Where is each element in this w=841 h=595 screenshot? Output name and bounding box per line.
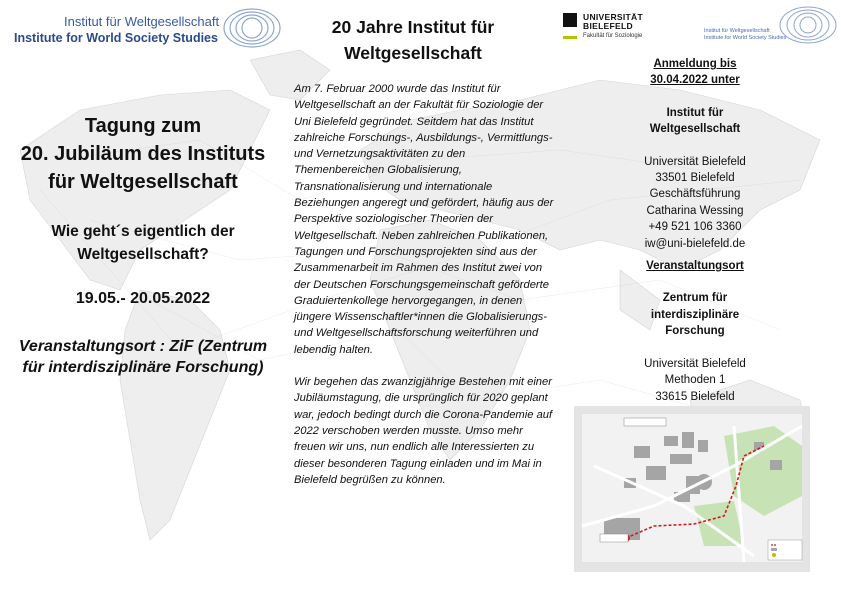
institute-logo-small: [700, 4, 840, 44]
campus-map: [574, 406, 810, 572]
registration-heading: Anmeldung bis 30.04.2022 unter: [650, 58, 740, 87]
venue-heading: Veranstaltungsort: [646, 260, 744, 273]
university-square-icon: [563, 13, 577, 27]
venue-address-line: 33615 Bielefeld: [655, 390, 735, 403]
small-institute-de: Institut für Weltgesellschaft: [704, 28, 770, 34]
venue-address-line: Universität Bielefeld: [644, 357, 746, 370]
small-institute-en: Institute for World Society Studies: [704, 34, 787, 41]
faculty-name: Fakultät für Soziologie: [583, 33, 643, 39]
university-logo: [563, 13, 673, 47]
venue-address-block: [620, 356, 770, 405]
contact-info: [620, 56, 770, 405]
university-name: UNIVERSITÄT BIELEFELD: [583, 12, 643, 31]
address-block: [620, 154, 770, 252]
event-question: Wie geht´s eigentlich der Weltgesellschaft?: [51, 223, 235, 263]
email-link[interactable]: iw@uni-bielefeld.de: [644, 237, 746, 250]
event-dates: 19.05.- 20.05.2022: [75, 290, 211, 307]
address-line: 33501 Bielefeld: [655, 172, 735, 185]
institute-heading: Institut für Weltgesellschaft: [649, 106, 741, 136]
event-summary: [8, 112, 278, 378]
venue-name: Zentrum für interdisziplinäre Forschung: [650, 292, 740, 338]
event-venue: Veranstaltungsort : ZiF (Zentrum für interdisziplinäre Forschung): [18, 338, 268, 376]
institute-logo: [14, 6, 284, 50]
body-paragraph-1: Am 7. Februar 2000 wurde das Institut für Weltgesellschaft an der Fakultät für Soziologie der Uni Bielefeld gegründet. Seitdem hat das Institut zahlreiche Forschungs-, Ausbildungs-, Vermittlungs- und Vernetzungsaktivitäten zu den Themenbereichen Globalisierung, Transnationalisierung und internationale Beziehungen angeregt und gefördert, häufig aus der Perspektive soziologischer Theorien der Weltgesellschaft. Neben zahlreichen Publikationen, Tagungen und Forschungsprojekten sind aus der Zusammenarbeit im Rahmen des Institut zwei von der Deutschen Forschungsgemeinschaft geförderte Graduiertenkollege hervorgegangen, in denen jüngere Wissenschaftler*innen die Globalisierungs- und Weltgesellschaftsforschung weiterführen und lebendig halten.: [294, 83, 554, 356]
address-line: Geschäftsführung: [649, 188, 741, 201]
address-line: Universität Bielefeld: [644, 155, 746, 168]
venue-address-line: Methoden 1: [664, 374, 726, 387]
phone-number: +49 521 106 3360: [648, 221, 742, 234]
institute-name-en: Institute for World Society Studies: [14, 31, 218, 45]
body-paragraph-2: Wir begehen das zwanzigjährige Bestehen mit einer Jubiläumstagung, die ursprünglich für 2020 geplant war, jedoch bedingt durch die Corona-Pandemie auf 2022 verschoben werden musste. Umso mehr freuen wir uns, nun endlich alle Interessierten zu dieser besonderen Tagung einladen und im Mai in Bielefeld begrüßen zu können.: [294, 376, 553, 486]
small-institute-text: [704, 28, 786, 41]
body-text: [294, 81, 556, 488]
page-title: 20 Jahre Institut für Weltgesellschaft: [331, 17, 495, 63]
institute-name-de: Institut für Weltgesellschaft: [64, 14, 220, 29]
address-line: Catharina Wessing: [646, 204, 744, 217]
university-accent-bar: [563, 36, 577, 39]
event-headline: Tagung zum 20. Jubiläum des Instituts für Weltgesellschaft: [20, 115, 266, 193]
institute-rings-icon: [220, 6, 284, 50]
